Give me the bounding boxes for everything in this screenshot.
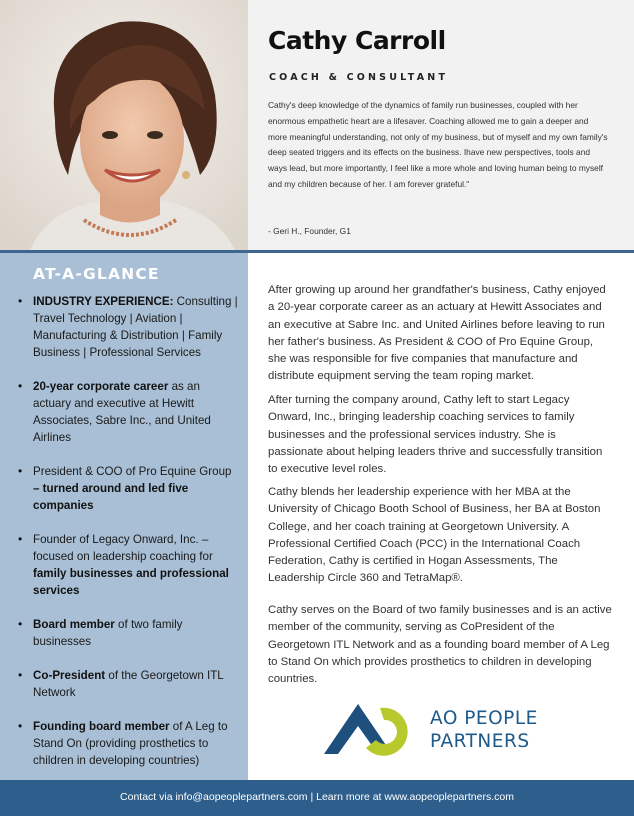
glance-item-bold: family businesses and professional services [33,567,229,597]
logo-line-1: AO PEOPLE [430,708,538,729]
glance-item-text: Founder of Legacy Onward, Inc. – focused on leadership coaching for [33,533,213,563]
portrait-photo [0,0,248,250]
footer-contact-text[interactable]: Contact via info@aopeoplepartners.com | Learn more at www.aopeoplepartners.com [120,791,514,803]
sidebar-title: AT-A-GLANCE [33,265,160,283]
glance-item-bold: – turned around and led five companies [33,482,189,512]
bio-paragraph: After growing up around her grandfather's business, Cathy enjoyed a 20-year corporate career as an actuary at Hewitt Associates and an executive at Sabre Inc. and United Airlines before leaving to run her father's business. As President & COO of Pro Equine Group, she was responsible for five companies that manufacture and distribute equipment serving the team roping market. [268,284,606,383]
bio-paragraph: After turning the company around, Cathy left to start Legacy Onward, Inc., bringing leadership coaching services to family businesses and the professional services industry. She is passionate about helping leaders thrive and successfully transition to executive level roles. [268,394,603,476]
testimonial-quote: Cathy's deep knowledge of the dynamics of family run businesses, coupled with her enormous empathetic heart are a lifesaver. Coaching allowed me to gain a deeper and more meaningful understanding, not only of my business, but of myself and my own family's deep seated triggers and its effects on the business. Ihave new perspectives, tools and ways lead, but more importantly, I feel like a more whole and loving human being to myself and my children because of her. I am forever grateful." [268,100,608,189]
header [0,0,634,250]
person-name: Cathy Carroll [268,26,446,55]
glance-item-industry [33,293,238,361]
job-title: COACH & CONSULTANT [269,72,449,83]
glance-item-bold: Founding board member [33,720,170,733]
at-a-glance-sidebar [0,253,248,780]
glance-item-bold: INDUSTRY EXPERIENCE: [33,295,174,308]
bio-paragraph: Cathy blends her leadership experience with her MBA at the University of Chicago Booth School of Business, her BA at Boston College, and her coach training at Georgetown University. A Professional Certified Coach (PCC) in the International Coach Federation, Cathy is certified in Hogan Assessments, The Leadership Circle 360 and TetraMap®. [268,486,601,585]
logo-line-2: PARTNERS [430,731,530,752]
glance-item-founder [33,531,238,599]
testimonial-attribution: - Geri H., Founder, G1 [268,226,351,236]
glance-item-text: of A Leg to Stand On (providing prosthetics to children in developing countries) [33,720,228,767]
glance-item-president [33,463,238,514]
glance-item-career [33,378,238,446]
glance-item-copresident [33,667,238,701]
footer [0,780,634,816]
glance-item-bold: Board member [33,618,115,631]
portrait-image [0,0,248,250]
glance-item-founding-board [33,718,238,769]
logo-wordmark [430,707,538,753]
glance-item-bold: 20-year corporate career [33,380,169,393]
glance-item-text: of two family businesses [33,618,183,648]
glance-item-text: Consulting | Travel Technology | Aviation | Manufacturing & Distribution | Family Business | Professional Services [33,295,238,359]
glance-item-text: President & COO of Pro Equine Group [33,465,232,478]
glance-item-bold: Co-President [33,669,106,682]
glance-item-board [33,616,238,650]
glance-item-text: as an actuary and executive at Hewitt Associates, Sabre Inc., and United Airlines [33,380,211,444]
glance-item-text: of the Georgetown ITL Network [33,669,224,699]
bio-paragraph: Cathy serves on the Board of two family businesses and is an active member of the community, serving as CoPresident of the Georgetown ITL Network and as a founding board member of A Leg to Stand On which provides prosthetics to children in developing countries. [268,604,612,686]
